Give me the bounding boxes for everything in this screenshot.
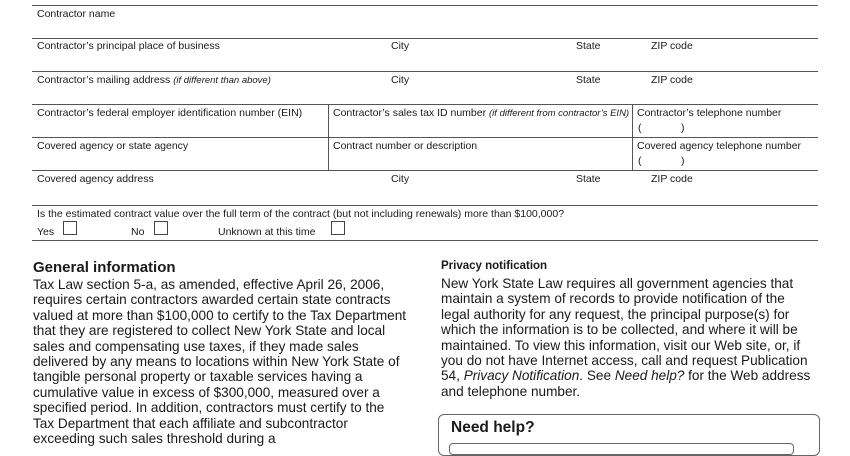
no-label: No [131, 226, 145, 238]
contract-value-question: Is the estimated contract value over the full term of the contract (but not including renewals) more than $100,000? [37, 208, 565, 220]
sales-tax-id-text: Contractor’s sales tax ID number [333, 107, 487, 119]
city-label: City [391, 74, 410, 86]
telephone-label: Contractor’s telephone number [637, 107, 782, 119]
yes-label: Yes [37, 226, 55, 238]
agency-area-open: ( [638, 155, 642, 167]
privacy-publication-title: Privacy Notification [463, 368, 580, 384]
zip-label: ZIP code [651, 74, 693, 86]
agency-telephone-label: Covered agency telephone number [637, 140, 802, 152]
need-help-heading: Need help? [451, 419, 535, 436]
form-line [32, 240, 818, 241]
form-line [32, 205, 818, 206]
agency-area-close: ) [681, 155, 685, 167]
privacy-heading: Privacy notification [441, 260, 548, 272]
mailing-address-note: (if different than above) [173, 75, 271, 86]
form-line [32, 38, 818, 39]
unknown-label: Unknown at this time [218, 226, 316, 238]
agency-address-label: Covered agency address [37, 173, 154, 185]
mailing-address-text: Contractor’s mailing address [37, 74, 171, 86]
no-checkbox[interactable] [154, 221, 168, 235]
ein-label: Contractor’s federal employer identification number (EIN) [37, 107, 303, 119]
telephone-area-close: ) [681, 122, 685, 134]
state-label: State [576, 74, 601, 86]
state-label: State [576, 173, 601, 185]
form-divider [632, 104, 633, 170]
zip-label: ZIP code [651, 40, 693, 52]
telephone-area-open: ( [638, 122, 642, 134]
general-info-heading: General information [33, 259, 176, 276]
state-label: State [576, 40, 601, 52]
privacy-text-part: for the Web address and telephone number. [441, 368, 811, 399]
form-line [32, 170, 818, 171]
form-line [32, 5, 818, 6]
city-label: City [391, 40, 410, 52]
privacy-text-part: New York State Law requires all government agencies that maintain a system of records to provide notification of the legal authority for any request, the principal purpose(s) for which the information is to be collected, and where it will be maintained. To view this information, visit our Web site, or, if you do not have Internet access, call and request Publication 54, [441, 276, 808, 384]
sales-tax-id-note: (if different from contractor’s EIN) [489, 108, 630, 119]
need-help-inner-box [449, 443, 794, 455]
privacy-text [441, 276, 816, 399]
principal-place-label: Contractor’s principal place of business [37, 40, 220, 52]
privacy-need-help-ref: Need help? [614, 368, 685, 384]
form-line [32, 137, 818, 138]
form-line [32, 71, 818, 72]
city-label: City [391, 173, 410, 185]
contract-number-label: Contract number or description [333, 140, 478, 152]
contractor-name-label: Contractor name [37, 8, 116, 20]
form-divider [328, 104, 329, 170]
zip-label: ZIP code [651, 173, 693, 185]
privacy-text-part: . See [579, 368, 615, 384]
unknown-checkbox[interactable] [331, 221, 345, 235]
mailing-address-label [37, 74, 271, 87]
form-line [32, 104, 818, 105]
covered-agency-label: Covered agency or state agency [37, 140, 189, 152]
yes-checkbox[interactable] [63, 221, 77, 235]
sales-tax-id-label [333, 107, 629, 120]
general-info-text: Tax Law section 5-a, as amended, effective April 26, 2006, requires certain contractors awarded certain state contracts valued at more than $100,000 to certify to the Tax Department that they are registered to collect New York State and local sales and compensating use taxes, if they made sales delivered by any means to locations within New York State of tangible personal property or taxable services having a cumulative value in excess of $300,000, measured over a specified period. In addition, contractors must certify to the Tax Department that each affiliate and subcontractor exceeding such sales threshold during a [33, 277, 407, 447]
